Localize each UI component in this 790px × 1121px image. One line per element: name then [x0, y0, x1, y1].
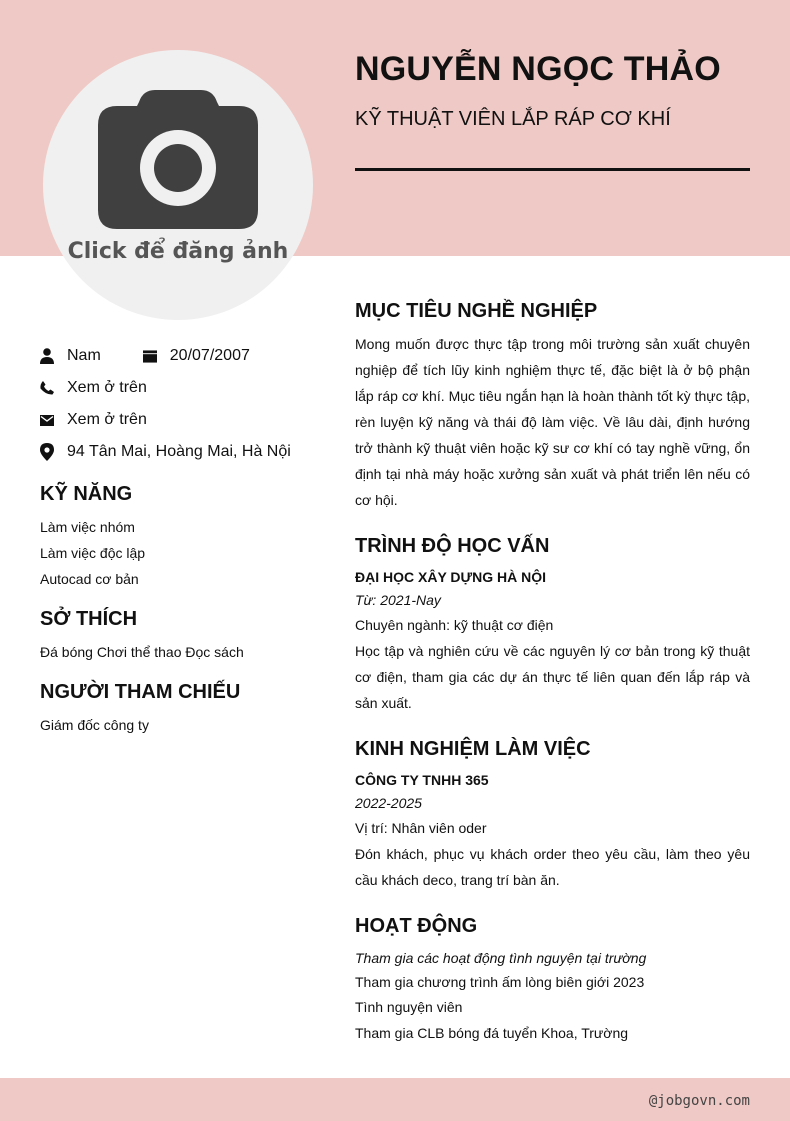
education-major: Chuyên ngành: kỹ thuật cơ điện: [355, 617, 554, 633]
skills-heading: KỸ NĂNG: [40, 483, 133, 505]
birthday-value: 20/07/2007: [169, 347, 250, 364]
email-value: Xem ở trên: [67, 411, 147, 428]
phone-icon: [40, 380, 54, 396]
education-description: Học tập và nghiên cứu về các nguyên lý cơ bản trong kỹ thuật cơ điện, tham gia các dự án thực tế liên quan đến lắp ráp và sản xuất.: [355, 643, 750, 711]
objective-heading: MỤC TIÊU NGHỀ NGHIỆP: [355, 300, 598, 322]
mail-icon: [40, 412, 54, 428]
gender-value: Nam: [67, 347, 101, 364]
footer-brand: @jobgovn.com: [648, 1093, 750, 1109]
phone-value: Xem ở trên: [67, 379, 147, 396]
calendar-icon: [143, 348, 157, 364]
references-text: Giám đốc công ty: [40, 717, 149, 733]
title-divider: [355, 168, 750, 171]
activities-heading: HOẠT ĐỘNG: [355, 915, 478, 937]
left-column: [40, 340, 330, 738]
experience-company: CÔNG TY TNHH 365: [355, 772, 489, 788]
activity-item: Tham gia CLB bóng đá tuyển Khoa, Trường: [355, 1025, 629, 1041]
contact-row-email: [40, 404, 330, 436]
experience-heading: KINH NGHIỆM LÀM VIỆC: [355, 738, 591, 760]
references-heading: NGƯỜI THAM CHIẾU: [40, 681, 241, 703]
experience-position: Vị trí: Nhân viên oder: [355, 820, 487, 836]
experience-period: 2022-2025: [355, 795, 422, 811]
hobbies-heading: SỞ THÍCH: [40, 608, 138, 630]
education-school: ĐẠI HỌC XÂY DỰNG HÀ NỘI: [355, 569, 547, 585]
skill-item: Làm việc nhóm: [40, 519, 135, 535]
avatar-upload[interactable]: [43, 50, 313, 320]
right-column: [355, 300, 750, 1046]
activity-item: Tham gia chương trình ấm lòng biên giới 2023: [355, 974, 645, 990]
activities-subtitle: Tham gia các hoạt động tình nguyện tại trường: [355, 950, 647, 966]
location-pin-icon: [40, 444, 54, 460]
experience-description: Đón khách, phục vụ khách order theo yêu cầu, làm theo yêu cầu khách deco, trang trí bàn ăn.: [355, 846, 750, 888]
user-icon: [40, 348, 54, 364]
education-heading: TRÌNH ĐỘ HỌC VẤN: [355, 535, 550, 557]
hobbies-text: Đá bóng Chơi thể thao Đọc sách: [40, 644, 244, 660]
camera-icon: [97, 88, 259, 230]
skill-item: Làm việc độc lập: [40, 545, 146, 561]
birthday-field: [143, 347, 250, 365]
avatar-upload-label: Click để đăng ảnh: [67, 239, 289, 264]
activity-item: Tình nguyện viên: [355, 999, 463, 1015]
contact-row-address: [40, 436, 330, 468]
objective-text: Mong muốn được thực tập trong môi trường sản xuất chuyên nghiệp để tích lũy kinh nghiệm thực tế, đặc biệt là ở bộ phận lắp ráp cơ khí. Mục tiêu ngắn hạn là hoàn thành tốt kỳ thực tập, rèn luyện kỹ năng và thái độ làm việc. Về lâu dài, định hướng trở thành kỹ thuật viên hoặc kỹ sư cơ khí có tay nghề vững, ổn định tại nhà máy hoặc xưởng sản xuất và phát triển lên nếu có cơ hội.: [355, 336, 750, 508]
education-period: Từ: 2021-Nay: [355, 592, 441, 608]
contact-row-gender-birthday: [40, 340, 330, 372]
job-title: KỸ THUẬT VIÊN LẮP RÁP CƠ KHÍ: [355, 108, 671, 130]
skill-item: Autocad cơ bản: [40, 571, 139, 587]
candidate-name: NGUYỄN NGỌC THẢO: [355, 50, 721, 88]
gender-field: [40, 347, 101, 365]
address-value: 94 Tân Mai, Hoàng Mai, Hà Nội: [67, 443, 291, 460]
contact-row-phone: [40, 372, 330, 404]
